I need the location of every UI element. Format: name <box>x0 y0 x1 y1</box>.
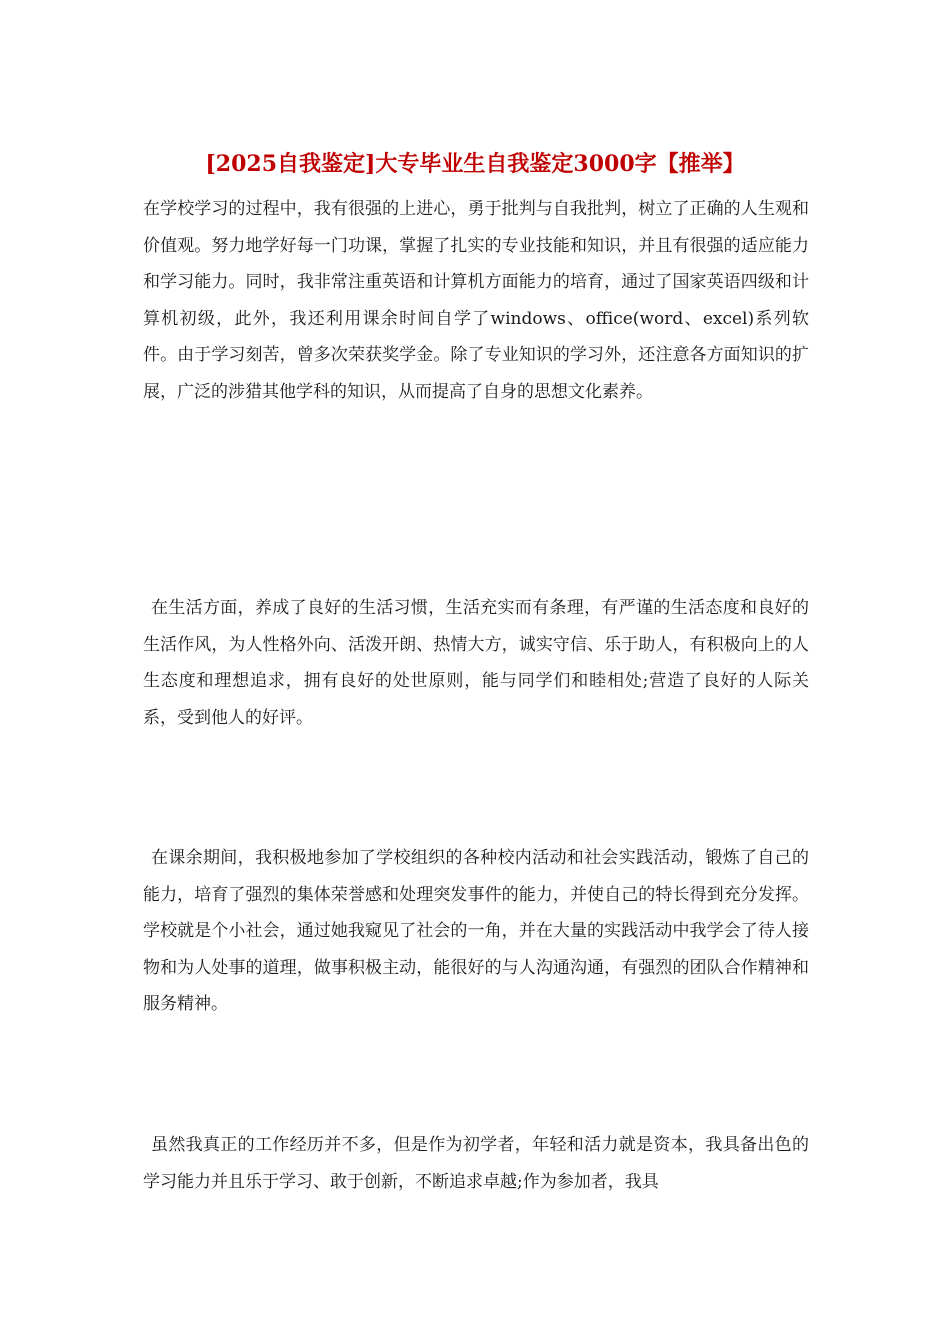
paragraph-work-experience: 虽然我真正的工作经历并不多，但是作为初学者，年轻和活力就是资本，我具备出色的学习能力并且乐于学习、敢于创新，不断追求卓越;作为参加者，我具 <box>143 1135 809 1192</box>
paragraph-activities: 在课余期间，我积极地参加了学校组织的各种校内活动和社会实践活动，锻炼了自己的能力，培育了强烈的集体荣誉感和处理突发事件的能力，并使自己的特长得到充分发挥。学校就是个小社会，通过她我窥见了社会的一角，并在大量的实践活动中我学会了待人接物和为人处事的道理，做事积极主动，能很好的与人沟通沟通，有强烈的团队合作精神和服务精神。 <box>143 848 809 1014</box>
document-title: [2025自我鉴定]大专毕业生自我鉴定3000字【推举】 <box>205 151 745 177</box>
paragraph-study: 在学校学习的过程中，我有很强的上进心，勇于批判与自我批判，树立了正确的人生观和价值观。努力地学好每一门功课，掌握了扎实的专业技能和知识，并且有很强的适应能力和学习能力。同时，我非常注重英语和计算机方面能力的培育，通过了国家英语四级和计算机初级，此外，我还利用课余时间自学了windows、office(word、excel)系列软件。由于学习刻苦，曾多次荣获奖学金。除了专业知识的学习外，还注意各方面知识的扩展，广泛的涉猎其他学科的知识，从而提高了自身的思想文化素养。 <box>143 199 809 402</box>
paragraph-life: 在生活方面，养成了良好的生活习惯，生活充实而有条理，有严谨的生活态度和良好的生活作风，为人性格外向、活泼开朗、热情大方，诚实守信、乐于助人，有积极向上的人生态度和理想追求，拥有良好的处世原则，能与同学们和睦相处;营造了良好的人际关系，受到他人的好评。 <box>143 598 809 728</box>
